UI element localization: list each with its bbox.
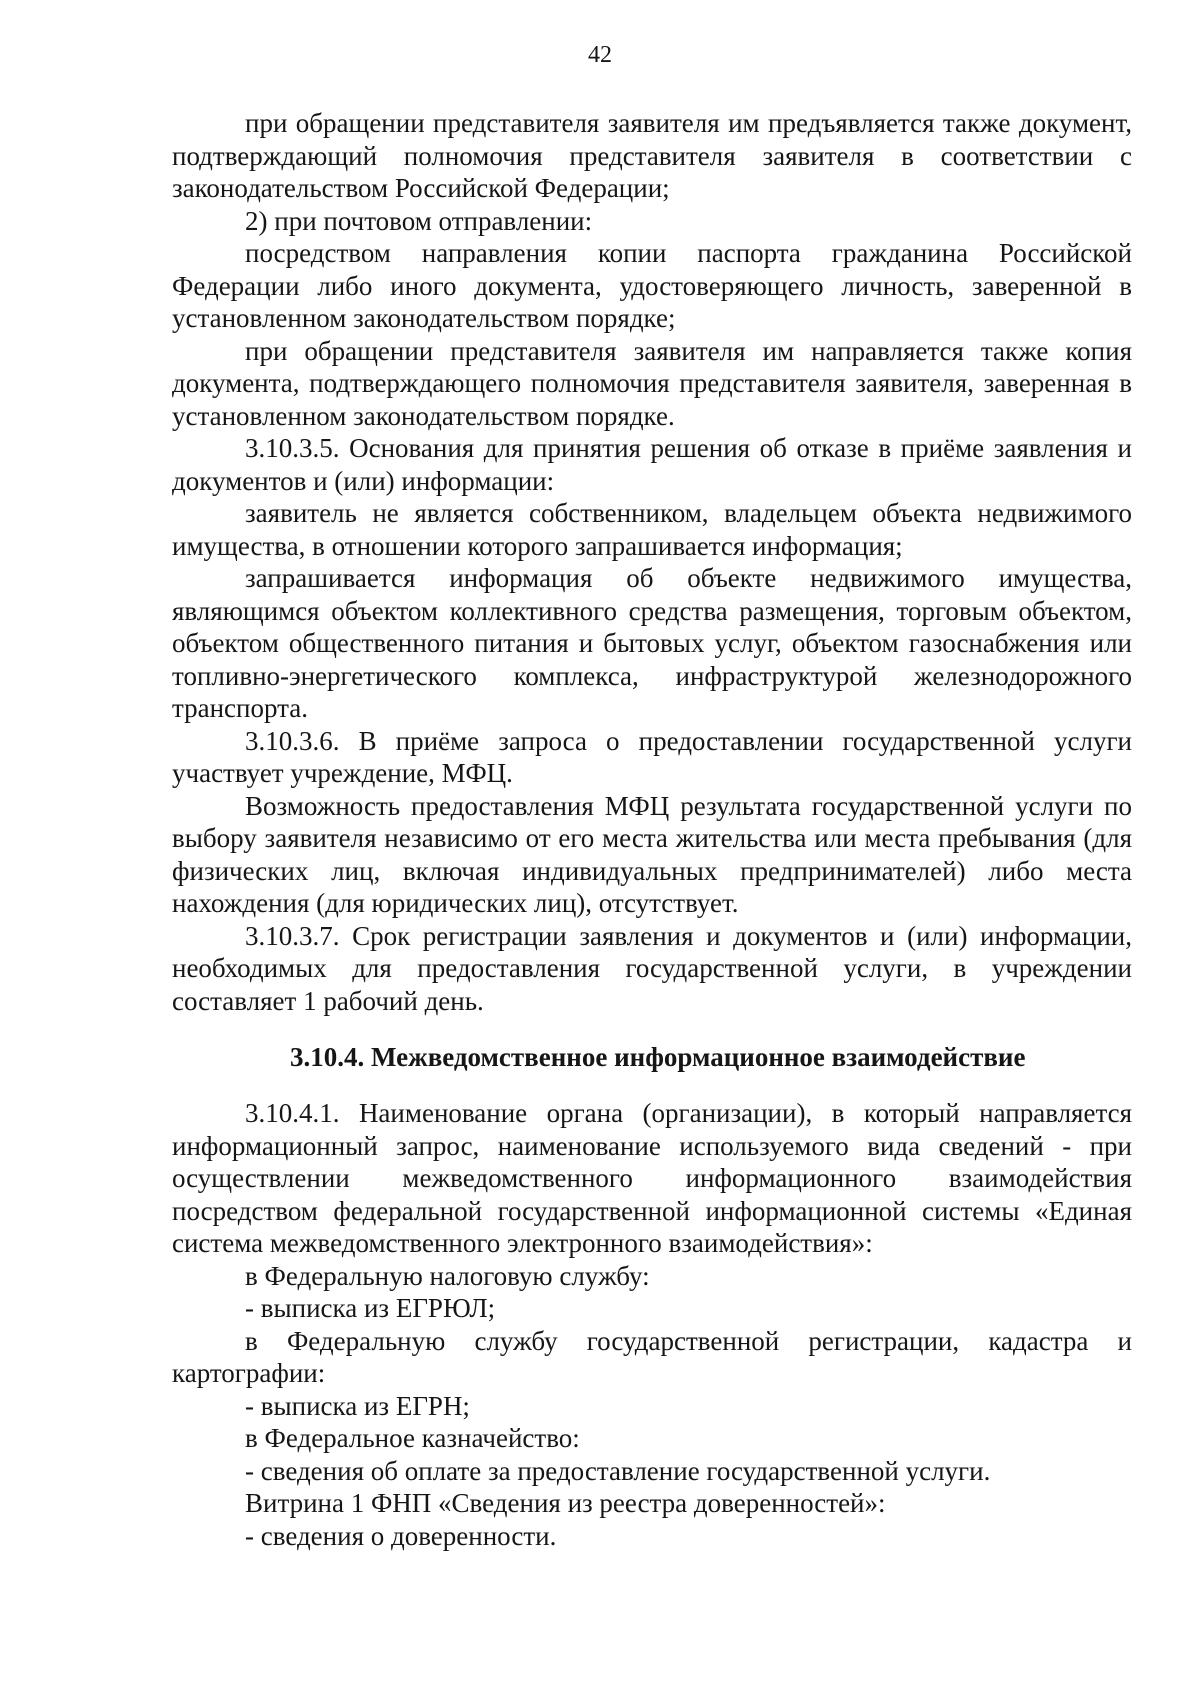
list-item: - сведения о доверенности. <box>245 1520 557 1551</box>
paragraph: в Федеральную службу государственной регистрации, кадастра и картографии: <box>172 1325 1132 1388</box>
paragraph: 3.10.3.5. Основания для принятия решения об отказе в приёме заявления и документов и (или) информации: <box>172 433 1132 496</box>
paragraph: 3.10.4.1. Наименование органа (организации), в который направляется информационный запрос, наименование используемого вида сведений - при осуществлении межведомственного информационного взаимодействия посредством федеральной государственной информационной системы «Единая система межведомственного электронного взаимодействия»: <box>172 1098 1132 1258</box>
page-number: 42 <box>588 42 612 68</box>
section-heading: 3.10.4. Межведомственное информационное взаимодействие <box>290 1042 1026 1072</box>
paragraph: Возможность предоставления МФЦ результата государственной услуги по выбору заявителя независимо от его места жительства или места пребывания (для физических лиц, включая индивидуальных предпринимателей) либо места нахождения (для юридических лиц), отсутствует. <box>172 790 1132 918</box>
paragraph: в Федеральное казначейство: <box>245 1423 580 1453</box>
list-item: - выписка из ЕГРЮЛ; <box>245 1293 496 1323</box>
paragraph: запрашивается информация об объекте недвижимого имущества, являющимся объектом коллективного средства размещения, торговым объектом, объектом общественного питания и бытовых услуг, объектом газоснабжения или топливно-энергетического комплекса, инфраструктурой железнодорожного транспорта. <box>172 563 1132 723</box>
paragraph: 3.10.3.7. Срок регистрации заявления и документов и (или) информации, необходимых для предоставления государственной услуги, в учреждении составляет 1 рабочий день. <box>172 920 1132 1016</box>
paragraph: Витрина 1 ФНП «Сведения из реестра доверенностей»: <box>245 1488 886 1518</box>
paragraph: при обращении представителя заявителя им предъявляется также документ, подтверждающий полномочия представителя заявителя в соответствии с законодательством Российской Федерации; <box>172 108 1132 203</box>
paragraph: 3.10.3.6. В приёме запроса о предоставлении государственной услуги участвует учреждение, МФЦ. <box>172 725 1132 788</box>
list-item: - выписка из ЕГРН; <box>245 1390 470 1421</box>
paragraph: 2) при почтовом отправлении: <box>245 205 593 236</box>
paragraph: при обращении представителя заявителя им направляется также копия документа, подтверждающего полномочия представителя заявителя, заверенная в установленном законодательством порядке. <box>172 335 1132 431</box>
document-body <box>172 107 1132 1552</box>
paragraph: в Федеральную налоговую службу: <box>245 1260 650 1291</box>
list-item: - сведения об оплате за предоставление государственной услуги. <box>245 1455 991 1486</box>
paragraph: заявитель не является собственником, владельцем объекта недвижимого имущества, в отношении которого запрашивается информация; <box>172 498 1132 561</box>
paragraph: посредством направления копии паспорта гражданина Российской Федерации либо иного документа, удостоверяющего личность, заверенной в установленном законодательством порядке; <box>172 238 1132 333</box>
